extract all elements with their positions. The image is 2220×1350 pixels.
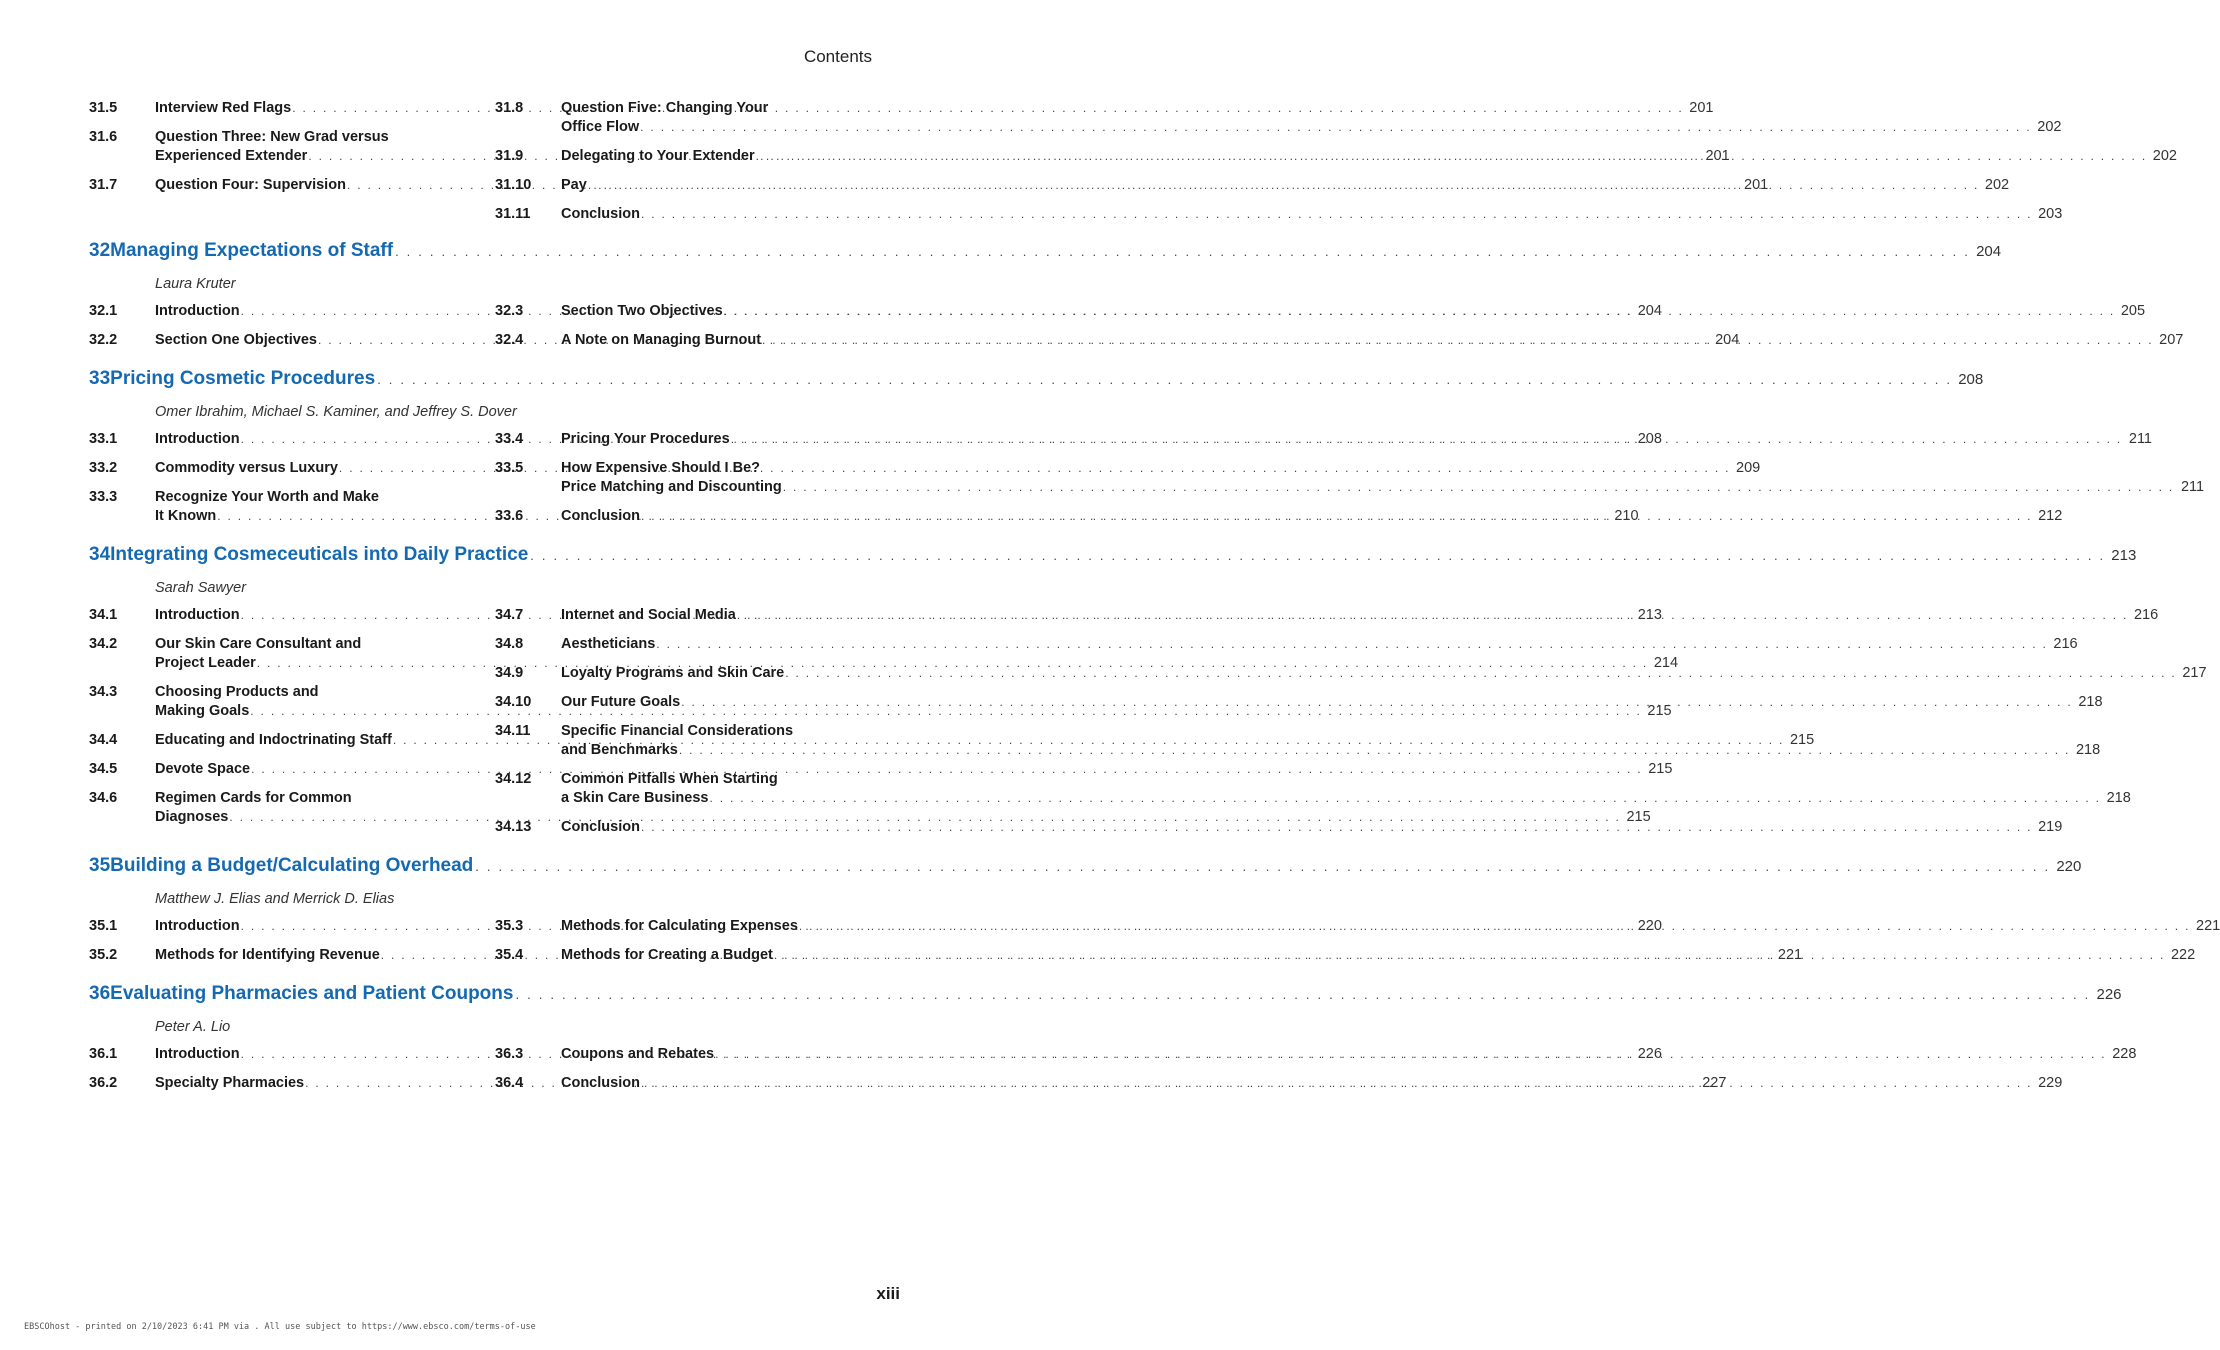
section-number: 34.6 [89,790,118,806]
page-ref: 219 [2038,819,2063,835]
page-ref: 218 [2106,790,2131,806]
dot-leader [395,244,1970,259]
section-title-line: Recognize Your Worth and Make [155,489,379,505]
section-number: 34.7 [495,607,524,623]
page-number: xiii [876,1284,900,1303]
table-of-contents [89,97,2220,1111]
section-number: 32.3 [495,303,524,319]
section-title: Project Leader [155,655,256,671]
section-body [561,331,2183,350]
section-number: 35.2 [89,947,118,963]
section-number: 31.8 [495,100,524,116]
section-number: 34.11 [495,723,531,739]
section-title-row [561,430,2152,449]
section-title: Conclusion [561,206,640,222]
section-title-row [561,1074,2062,1093]
section-number: 34.9 [495,665,524,681]
chapter-section [89,544,2207,847]
chapter-section [89,368,2205,536]
section-title: Aestheticians [561,636,656,652]
page-ref: 216 [2053,636,2078,652]
section-number: 34.10 [495,694,532,710]
chapter-heading[interactable] [89,240,2002,274]
page-ref: 215 [1648,761,1673,777]
page-ref: 216 [2133,607,2159,623]
section-title-row [561,331,2183,350]
dot-leader [679,741,2070,760]
chapter-sections [89,430,2205,536]
page-ref: 222 [2170,947,2196,963]
chapter-number: 32 [89,240,111,261]
chapter-page-ref: 204 [1976,243,2002,260]
section-title-line: Question Five: Changing Your [561,100,769,116]
toc-entry[interactable] [495,770,2131,808]
dot-leader [656,635,2047,654]
dot-leader [710,789,2101,808]
section-title: Delegating to Your Extender [561,148,755,164]
section-title: Coupons and Rebates [561,1046,715,1062]
section-title-row [561,176,2009,195]
running-header: Contents [803,47,872,66]
section-title-row [561,693,2103,712]
chapter-page-ref: 213 [2111,547,2137,564]
section-title-row [561,606,2158,625]
section-title: It Known [155,508,217,524]
section-number: 33.3 [89,489,118,505]
section-number: 31.6 [89,129,118,145]
section-number: 33.4 [495,431,524,447]
section-body [561,430,2152,449]
section-title-row [561,741,2100,760]
chapter-heading[interactable] [89,855,2082,889]
dot-leader [774,946,2165,965]
page-ref: 218 [2075,742,2101,758]
page-ref: 204 [1715,332,1740,348]
dot-leader [799,917,2190,936]
chapter-authors: Sarah Sawyer [155,580,247,596]
section-number: 33.1 [89,431,118,447]
section-title-row [561,118,2061,137]
page-ref: 227 [1702,1075,1727,1091]
page-ref: 226 [1637,1046,1662,1062]
page-ref: 213 [1637,607,1662,623]
section-body [561,917,2220,936]
section-number: 35.1 [89,918,118,934]
section-title: Introduction [155,303,240,319]
print-footer-note: EBSCOhost - printed on 2/10/2023 6:41 PM via . All use subject to https://www.ebsco.com/terms-of-use [24,1322,536,1332]
page-ref: 229 [2038,1075,2063,1091]
section-title: Methods for Creating a Budget [561,947,773,963]
chapter-title: Evaluating Pharmacies and Patient Coupons [110,983,514,1004]
chapter-sections [89,1045,2137,1103]
dot-leader [785,664,2176,683]
toc-entry[interactable] [495,205,2063,224]
section-number: 34.5 [89,761,118,777]
section-title-row [561,507,2062,526]
chapter-number: 36 [89,983,111,1004]
chapter-number: 33 [89,368,111,389]
page-ref: 210 [1614,508,1639,524]
section-title-row [561,302,2145,321]
section-body [561,606,2158,625]
section-title-row [561,917,2220,936]
section-title-row [561,478,2204,497]
section-title: Question Four: Supervision [155,177,346,193]
section-body [561,1074,2062,1093]
dot-leader [756,147,2147,166]
chapter-section [89,855,2220,975]
section-title: Diagnoses [155,809,229,825]
section-number: 34.2 [89,636,118,652]
toc-entry[interactable] [495,635,2078,654]
section-title-row [561,635,2078,654]
dot-leader [762,331,2153,350]
section-title: Our Future Goals [561,694,681,710]
section-body [561,722,2100,760]
section-title: Pay [561,177,587,193]
section-title: Making Goals [155,703,250,719]
section-number: 36.4 [495,1075,524,1091]
section-title: Introduction [155,918,240,934]
section-title-row [561,664,2207,683]
section-number: 36.2 [89,1075,118,1091]
dot-leader [475,859,2050,874]
section-body [561,459,2204,497]
section-title: Conclusion [561,1075,640,1091]
page-ref: 221 [1777,947,1803,963]
section-title-line: How Expensive Should I Be? [561,460,761,476]
section-title-row [561,946,2195,965]
section-number: 33.6 [495,508,524,524]
section-number: 31.10 [495,177,532,193]
section-title: Introduction [155,607,240,623]
section-number: 34.13 [495,819,532,835]
dot-leader [783,478,2174,497]
dot-leader [588,176,1979,195]
section-title-line: Common Pitfalls When Starting [561,771,778,787]
page-ref: 208 [1637,431,1662,447]
section-body [561,635,2078,654]
section-title: Internet and Social Media [561,607,736,623]
page-ref: 209 [1736,460,1761,476]
section-title-row [561,205,2062,224]
page-ref: 201 [1744,177,1769,193]
section-title: Section One Objectives [155,332,317,348]
top-section [89,97,2177,234]
chapter-authors: Laura Kruter [155,276,236,292]
section-title: Pricing Your Procedures [561,431,730,447]
section-body [561,302,2145,321]
chapter-heading[interactable] [89,368,1984,402]
dot-leader [681,693,2072,712]
section-number: 31.11 [495,206,531,222]
page-ref: 220 [1637,918,1662,934]
section-title: Devote Space [155,761,251,777]
chapter-sections [89,302,2184,360]
section-title: Section Two Objectives [561,303,723,319]
section-title-line: Question Three: New Grad versus [155,129,389,145]
section-title: Commodity versus Luxury [155,460,338,476]
page-ref: 221 [2196,918,2220,934]
dot-leader [641,205,2032,224]
chapter-sections [89,606,2207,847]
section-title-line: Specific Financial Considerations [561,723,794,739]
chapter-section [89,240,2184,360]
dot-leader [530,548,2105,563]
chapter-heading[interactable] [89,544,2137,578]
chapter-title: Pricing Cosmetic Procedures [110,368,376,389]
page-ref: 204 [1637,303,1662,319]
dot-leader [724,302,2115,321]
page-ref: 205 [2120,303,2146,319]
chapter-heading[interactable] [89,983,2122,1017]
section-body [561,770,2131,808]
page-ref: 211 [2128,431,2152,447]
chapter-number: 34 [89,544,111,565]
section-title: Loyalty Programs and Skin Care [561,665,785,681]
chapter-sections [89,917,2220,975]
dot-leader [515,987,2090,1002]
section-title-row [561,818,2062,837]
section-number: 34.3 [89,684,118,700]
chapter-section [89,983,2137,1103]
section-title-row [561,789,2131,808]
section-number: 32.4 [495,332,524,348]
section-number: 34.8 [495,636,524,652]
page-ref: 218 [2078,694,2103,710]
section-body [561,693,2103,712]
page-ref: 201 [1689,100,1714,116]
page-ref: 207 [2159,332,2184,348]
section-title: Introduction [155,431,240,447]
section-number: 36.1 [89,1046,118,1062]
section-number: 34.1 [89,607,118,623]
section-title: Interview Red Flags [155,100,292,116]
page-ref: 203 [2038,206,2063,222]
chapter-page-ref: 220 [2056,858,2082,875]
section-number: 32.2 [89,332,118,348]
page-ref: 212 [2038,508,2063,524]
dot-leader [715,1045,2106,1064]
section-title-row [561,147,2177,166]
section-title-line: Choosing Products and [155,684,319,700]
dot-leader [731,430,2122,449]
dot-leader [641,818,2032,837]
chapter-authors: Matthew J. Elias and Merrick D. Elias [155,891,395,907]
section-body [561,946,2195,965]
section-number: 35.4 [495,947,524,963]
section-body [561,1045,2136,1064]
section-title: Conclusion [561,508,640,524]
section-number: 31.9 [495,148,524,164]
section-body [561,664,2207,683]
chapter-authors: Peter A. Lio [155,1019,231,1035]
section-number: 31.7 [89,177,118,193]
section-title-line: Our Skin Care Consultant and [155,636,362,652]
chapter-number: 35 [89,855,111,876]
section-number: 34.12 [495,771,532,787]
page-ref: 202 [2152,148,2177,164]
chapter-title: Managing Expectations of Staff [110,240,394,261]
dot-leader [641,1074,2032,1093]
section-title: and Benchmarks [561,742,678,758]
page-ref: 214 [1653,655,1679,671]
chapter-title: Building a Budget/Calculating Overhead [110,855,474,876]
section-title: Introduction [155,1046,240,1062]
section-body [561,205,2062,224]
section-number: 36.3 [495,1046,524,1062]
section-body [561,147,2177,166]
page-ref: 215 [1647,703,1672,719]
section-body [561,99,2061,137]
section-title: A Note on Managing Burnout [561,332,762,348]
page-ref: 202 [1984,177,2010,193]
section-title: Office Flow [561,119,640,135]
section-body [561,818,2062,837]
section-title: Methods for Identifying Revenue [155,947,380,963]
page-ref: 228 [2112,1046,2137,1062]
dot-leader [377,372,1952,387]
section-number: 31.5 [89,100,118,116]
dot-leader [641,507,2032,526]
section-number: 32.1 [89,303,118,319]
section-title: a Skin Care Business [561,790,709,806]
section-title: Experienced Extender [155,148,308,164]
page-ref: 202 [2037,119,2062,135]
section-title: Specialty Pharmacies [155,1075,305,1091]
dot-leader [640,118,2031,137]
section-title: Methods for Calculating Expenses [561,918,798,934]
section-title-line: Regimen Cards for Common [155,790,352,806]
section-body [561,176,2009,195]
section-title-row [561,1045,2136,1064]
chapter-title: Integrating Cosmeceuticals into Daily Practice [110,544,529,565]
toc-entry[interactable] [495,818,2063,837]
chapter-authors: Omer Ibrahim, Michael S. Kaminer, and Jeffrey S. Dover [155,404,517,420]
section-number: 33.2 [89,460,118,476]
page-ref: 211 [2180,479,2205,495]
dot-leader [737,606,2128,625]
page-ref: 201 [1705,148,1730,164]
toc-entry[interactable] [495,664,2207,683]
chapter-page-ref: 226 [2096,986,2122,1003]
page-ref: 215 [1789,732,1815,748]
section-number: 33.5 [495,460,524,476]
chapter-page-ref: 208 [1958,371,1984,388]
section-number: 35.3 [495,918,524,934]
page-ref: 217 [2182,665,2207,681]
section-number: 34.4 [89,732,118,748]
section-body [561,507,2062,526]
section-title: Price Matching and Discounting [561,479,782,495]
chapter-list [89,240,2220,1103]
section-title: Educating and Indoctrinating Staff [155,732,392,748]
section-title: Conclusion [561,819,640,835]
page-ref: 215 [1626,809,1651,825]
